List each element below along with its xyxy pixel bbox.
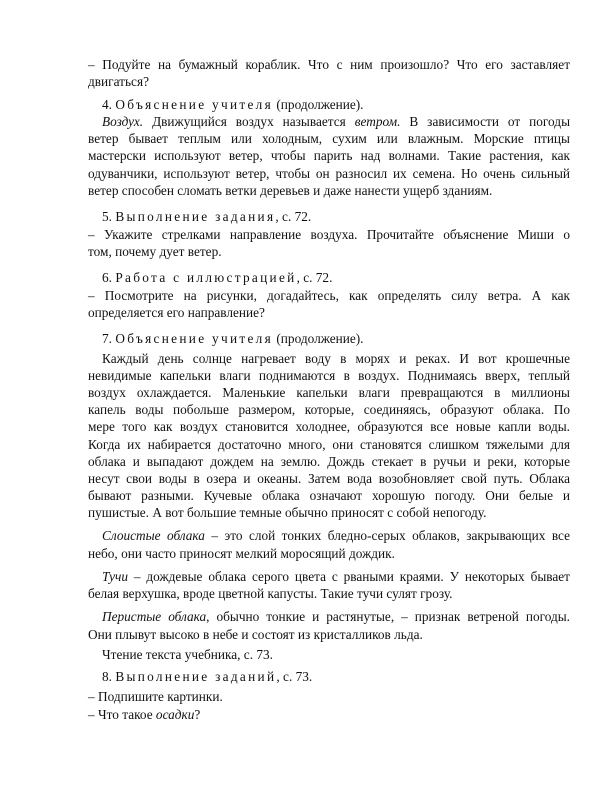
term-cirrus: Перистые облака <box>102 609 207 624</box>
section-4-note: (продолжение). <box>276 97 364 112</box>
section-7-number: 7. <box>102 331 112 346</box>
reading-task-text: Чтение текста учебника, с. 73. <box>102 647 273 662</box>
clouds-paragraph-line-7: облака и выпадают дождем на землю. Дождь стекает в ручьи и реки, которые <box>88 454 570 469</box>
air-paragraph-line-4: одуванчики, используют ветер, чтобы он разносил их семена. Но очень сильный <box>88 166 570 181</box>
air-paragraph-line-2: ветер бывает теплым или холодным, сухим или влажным. Морские птицы <box>88 131 570 146</box>
stormclouds-line-1 <box>88 568 570 585</box>
section-8-heading <box>88 668 570 685</box>
section-5-number: 5. <box>102 209 112 224</box>
clouds-paragraph-line-6: Когда их набирается достаточно много, они становятся слишком тяжелыми для <box>88 437 570 452</box>
cirrus-line-2: Они плывут высоко в небе и состоят из кристалликов льда. <box>88 627 423 642</box>
section-5-page: , с. 72. <box>275 209 312 224</box>
question-paper-boat-line-1: – Подуйте на бумажный кораблик. Что с ним произошло? Что его заставляет <box>88 57 570 72</box>
term-stratus: Слоистые облака <box>102 528 205 543</box>
air-paragraph-line-1 <box>88 113 570 130</box>
term-precipitation: осадки <box>155 707 195 722</box>
clouds-paragraph-line-5: мере того как воздух становится холоднее, образуются все новые капли воды. <box>88 419 570 434</box>
stormclouds-line-2: белая верхушка, вроде цветной капусты. Такие тучи сулят грозу. <box>88 586 453 601</box>
task-6-line-2: определяется его направление? <box>88 305 265 320</box>
task-8-text-b: ? <box>194 707 201 722</box>
clouds-paragraph-line-2: невидимые капельки влаги поднимаются в воздух. Поднимаясь вверх, теплый <box>88 368 570 383</box>
clouds-paragraph-line-3: воздух охлаждается. Маленькие капельки влаги превращаются в миллионы <box>88 385 570 400</box>
air-paragraph-line-3: мастерски используют ветер, чтобы парить над волнами. Такие растения, как <box>88 148 570 163</box>
section-5-title: Выполнение задания <box>115 209 276 224</box>
task-8-text-a: – Что такое <box>88 707 156 722</box>
term-air: Воздух. <box>102 114 144 129</box>
task-8-line-1: – Подпишите картинки. <box>88 689 223 704</box>
clouds-paragraph-line-10: пушистые. А вот большие темные обычно приносят с собой непогоду. <box>88 505 487 520</box>
clouds-paragraph-line-9: бывают разными. Кучевые облака означают хорошую погоду. Они белые и <box>88 488 570 503</box>
task-5-line-1: – Укажите стрелками направление воздуха. Прочитайте объяснение Миши о <box>88 227 570 242</box>
clouds-paragraph-line-4: капель воды побольше размером, которые, соединяясь, образуют облака. По <box>88 402 570 417</box>
cirrus-definition: , обычно тонкие и растянутые, – признак ветреной погоды. <box>206 609 570 624</box>
section-6-page: , с. 72. <box>296 270 333 285</box>
section-6-number: 6. <box>102 270 112 285</box>
section-6-heading <box>88 269 570 286</box>
stratus-definition: – это слой тонких бледно-серых облаков, закрывающих все <box>204 528 570 543</box>
term-stormclouds: Тучи <box>102 569 128 584</box>
air-paragraph-line-5: ветер способен сломать ветки деревьев и даже нанести ущерб зданиям. <box>88 183 493 198</box>
task-8-line-2 <box>88 706 570 723</box>
cirrus-line-1 <box>88 608 570 625</box>
section-8-title: Выполнение заданий <box>115 669 277 684</box>
section-7-note: (продолжение). <box>276 331 364 346</box>
air-text-b: В зависимости от погоды <box>409 114 570 129</box>
section-4-number: 4. <box>102 97 112 112</box>
section-6-title: Работа с иллюстрацией <box>115 270 297 285</box>
stratus-line-1 <box>88 527 570 544</box>
stormclouds-definition: – дождевые облака серого цвета с рваными краями. У некоторых бывает <box>127 569 570 584</box>
stratus-line-2: небо, они часто приносят мелкий моросящий дождик. <box>88 546 395 561</box>
air-text-a: Движущийся воздух называется <box>152 114 346 129</box>
section-4-title: Объяснение учителя <box>115 97 274 112</box>
section-7-title: Объяснение учителя <box>115 331 274 346</box>
question-paper-boat-line-2: двигаться? <box>88 74 149 89</box>
clouds-paragraph-line-8: несут свои воды в озера и океаны. Затем вода возобновляет свой путь. Облака <box>88 471 570 486</box>
section-8-number: 8. <box>102 669 112 684</box>
clouds-paragraph-line-1: Каждый день солнце нагревает воду в морях и реках. И вот крошечные <box>102 351 570 366</box>
section-7-heading <box>88 330 570 347</box>
task-5-line-2: том, почему дует ветер. <box>88 244 222 259</box>
term-wind: ветром. <box>354 114 401 129</box>
section-8-page: , с. 73. <box>276 669 313 684</box>
section-4-heading <box>88 96 570 113</box>
section-5-heading <box>88 208 570 225</box>
task-6-line-1: – Посмотрите на рисунки, догадайтесь, как определять силу ветра. А как <box>88 288 570 303</box>
reading-task-line <box>88 646 570 663</box>
